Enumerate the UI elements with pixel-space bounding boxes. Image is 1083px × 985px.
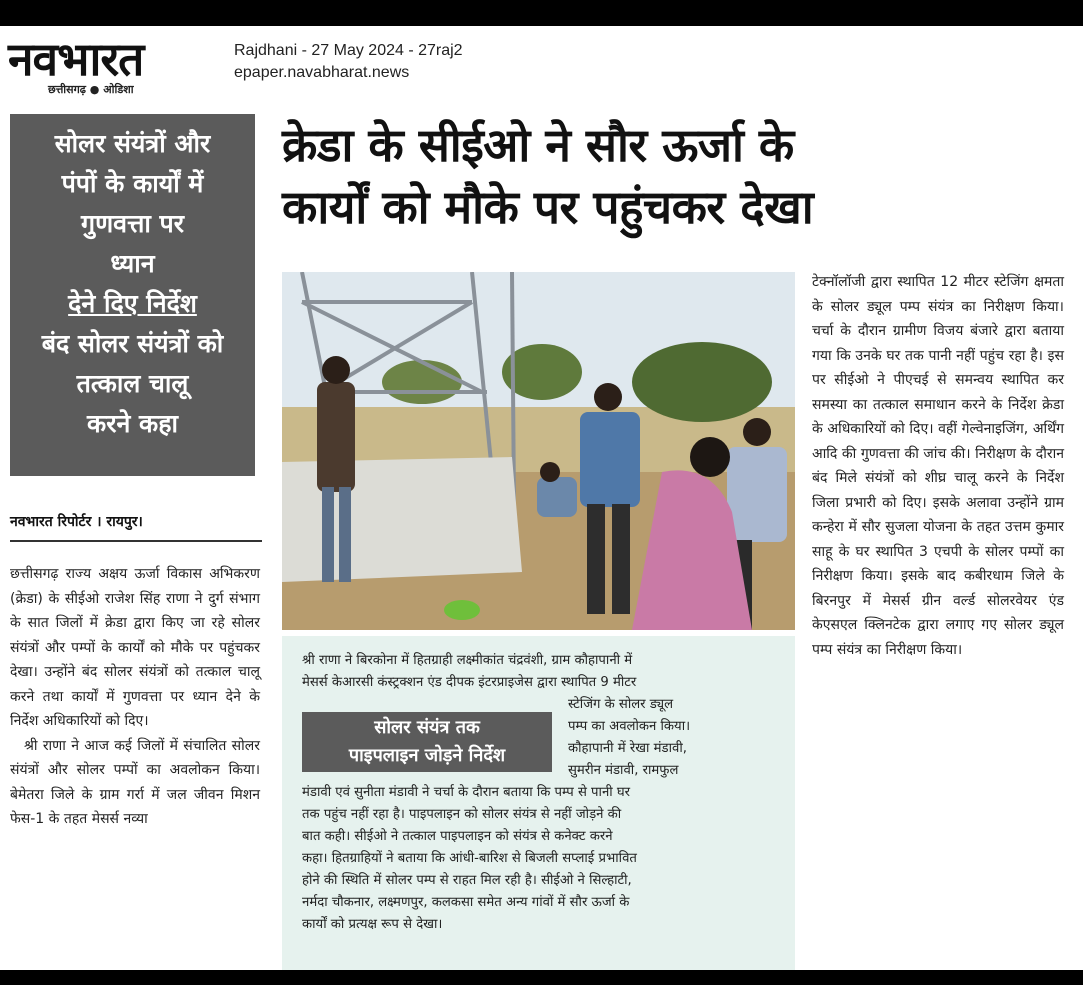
article-paragraph: श्री राणा ने आज कई जिलों में संचालित सोलर संयंत्रों और सोलर पम्पों का अवलोकन किया। बेमेतरा जिले के ग्राम गर्रा में जल जीवन मिशन फेस-1 के तहत मेसर्स नव्या [10, 737, 260, 827]
caption-line: श्री राणा ने बिरकोना में हितग्राही लक्ष्मीकांत चंद्रवंशी, ग्राम कौहापानी में [302, 653, 633, 668]
headline [282, 114, 1072, 238]
caption-line: नर्मदा चौकनार, लक्ष्मणपुर, कलकसा समेत अन्य गांवों में सौर ऊर्जा के [302, 895, 630, 910]
caption-line: होने की स्थिति में सोलर पम्प से राहत मिल रही है। सीईओ ने सिल्हाटी, [302, 873, 632, 888]
pull-quote-line: पाइपलाइन जोड़ने निर्देश [348, 745, 506, 766]
caption-line: कौहापानी में रेखा मंडावी, [568, 741, 687, 756]
masthead-subtitle: छत्तीसगढ़ ● ओडिशा [48, 83, 134, 96]
article-paragraph: छत्तीसगढ़ राज्य अक्षय ऊर्जा विकास अभिकरण (क्रेडा) के सीईओ राजेश सिंह राणा ने दुर्ग संभाग के सात जिलों में क्रेडा द्वारा किए जा रहे सोलर संयंत्रों और पम्पों के कार्यों को मौके पर पहुंचकर देखा। उन्होंने बंद सोलर संयंत्रों को तत्काल चालू करने तथा कार्यों में गुणवत्ता पर ध्यान देने के निर्देश अधिकारियों को दिए। [10, 566, 260, 729]
masthead [8, 34, 218, 104]
masthead-logo: नवभारत [8, 32, 144, 86]
news-photo [282, 272, 795, 630]
edition-url: epaper.navabharat.news [234, 64, 410, 81]
bottom-border [0, 970, 1083, 985]
caption-line: कहा। हितग्राहियों ने बताया कि आंधी-बारिश से बिजली सप्लाई प्रभावित [302, 851, 637, 866]
photo-caption-box [282, 636, 795, 971]
sidebox-line: ध्यान [110, 249, 155, 278]
caption-line: स्टेजिंग के सोलर ड्यूल [568, 697, 674, 712]
headline-line-1: क्रेडा के सीईओ ने सौर ऊर्जा के [282, 118, 794, 172]
pull-quote [302, 712, 552, 772]
sidebox-line: करने कहा [87, 409, 178, 438]
newspaper-page [0, 26, 1083, 970]
caption-line: पम्प का अवलोकन किया। [568, 719, 691, 734]
byline: नवभारत रिपोर्टर । रायपुर। [10, 514, 143, 530]
article-left-column [10, 562, 260, 832]
edition-info [234, 40, 463, 84]
pull-quote-line: सोलर संयंत्र तक [374, 717, 480, 738]
edition-date: Rajdhani - 27 May 2024 - 27raj2 [234, 42, 463, 59]
sidebox-line: बंद सोलर संयंत्रों को [41, 329, 224, 358]
sidebox-underlined-line: देने दिए निर्देश [68, 289, 197, 318]
headline-line-2: कार्यों को मौके पर पहुंचकर देखा [282, 180, 814, 234]
caption-line: सुमरीन मंडावी, रामफुल [568, 763, 679, 778]
caption-line: मेसर्स केआरसी कंस्ट्रक्शन एंड दीपक इंटरप्राइजेस द्वारा स्थापित 9 मीटर [302, 675, 637, 690]
photo-illustration [282, 272, 795, 630]
caption-line: बात कही। सीईओ ने तत्काल पाइपलाइन को संयंत्र से कनेक्ट करने [302, 829, 613, 844]
caption-line: कार्यों को प्रत्यक्ष रूप से देखा। [302, 917, 443, 932]
caption-line: तक पहुंच नहीं रहा है। पाइपलाइन को सोलर संयंत्र से नहीं जोड़ने की [302, 807, 622, 822]
side-highlight-box [10, 114, 255, 476]
article-right-column: टेक्नॉलॉजी द्वारा स्थापित 12 मीटर स्टेजिंग क्षमता के सोलर ड्यूल पम्प संयंत्र का निरीक्षण किया। चर्चा के दौरान ग्रामीण विजय बंजारे द्वारा बताया गया कि उनके घर तक पानी नहीं पहुंच रहा है। इस पर सीईओ ने पीएचई से समन्वय स्थापित कर समस्या का तत्काल समाधान करने के निर्देश क्रेडा के अधिकारियों को दिए। वहीं गेल्वेनाइजिंग, अर्थिंग आदि की गुणवत्ता की जांच की। निरीक्षण के दौरान बंद मिले संयंत्रों को शीघ्र चालू करने के निर्देश जिला प्रभारी को दिए। इसके अलावा उन्होंने ग्राम कन्हेरा में सौर सुजला योजना के तहत उत्तम कुमार साहू के घर स्थापित 3 एचपी के सोलर पम्पों का निरीक्षण किया। इसके बाद कबीरधाम जिले के बिरनपुर में मेसर्स ग्रीन वर्ल्ड सोलरवेयर एंड केएसएल क्लिनटेक द्वारा लगाए गए सोलर ड्यूल पम्प संयंत्र का निरीक्षण किया। [812, 274, 1064, 658]
sidebox-line: तत्काल चालू [76, 369, 189, 398]
sidebox-line: पंपों के कार्यों में [61, 169, 204, 198]
sidebox-line: गुणवत्ता पर [81, 209, 184, 238]
divider [10, 540, 262, 542]
caption-line: मंडावी एवं सुनीता मंडावी ने चर्चा के दौरान बताया कि पम्प से पानी घर [302, 785, 631, 800]
sidebox-line: सोलर संयंत्रों और [54, 129, 211, 158]
